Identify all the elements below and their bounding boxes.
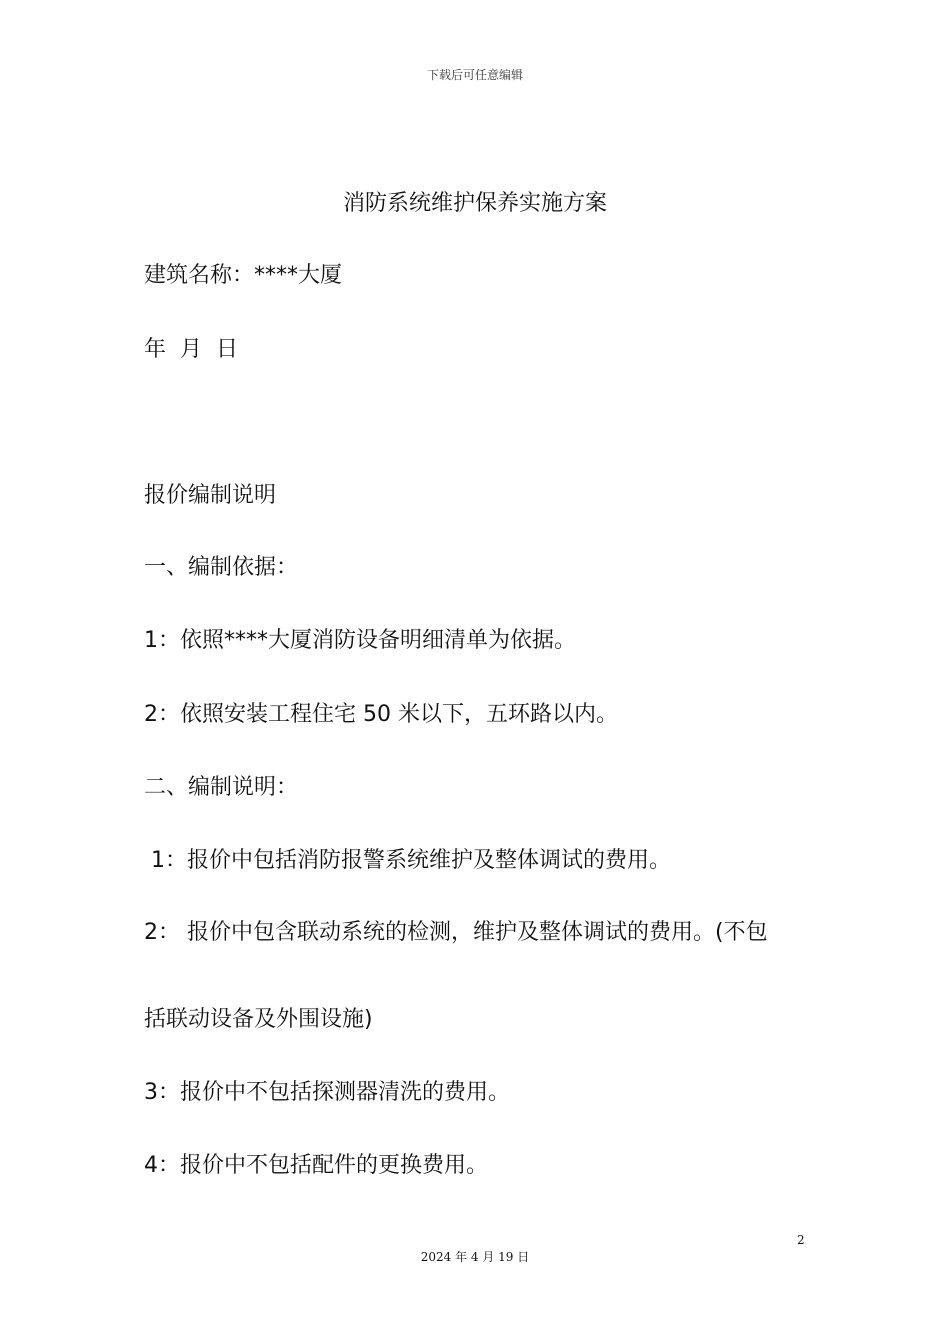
basis-item: 2：依照安装工程住宅 50 米以下，五环路以内。	[144, 702, 618, 727]
building-name: 建筑名称：****大厦	[144, 263, 343, 288]
page-number: 2	[797, 1233, 805, 1247]
page-header: 下载后可任意编辑	[426, 68, 523, 82]
document-title: 消防系统维护保养实施方案	[342, 191, 607, 216]
basis-heading: 一、编制依据：	[144, 555, 299, 580]
notes-item: 4：报价中不包括配件的更换费用。	[144, 1153, 488, 1178]
notes-item: 1：报价中包括消防报警系统维护及整体调试的费用。	[144, 848, 671, 873]
notes-heading: 二、编制说明：	[144, 775, 299, 800]
date-line: 年 月 日	[144, 337, 238, 362]
section-heading: 报价编制说明	[144, 483, 277, 508]
notes-item-continuation: 括联动设备及外围设施)	[144, 1007, 373, 1032]
footer-date: 2024 年 4 月 19 日	[420, 1250, 530, 1264]
notes-item: 3：报价中不包括探测器清洗的费用。	[144, 1080, 510, 1105]
basis-item: 1：依照****大厦消防设备明细清单为依据。	[144, 628, 576, 653]
notes-item: 2： 报价中包含联动系统的检测，维护及整体调试的费用。(不包	[144, 920, 768, 945]
